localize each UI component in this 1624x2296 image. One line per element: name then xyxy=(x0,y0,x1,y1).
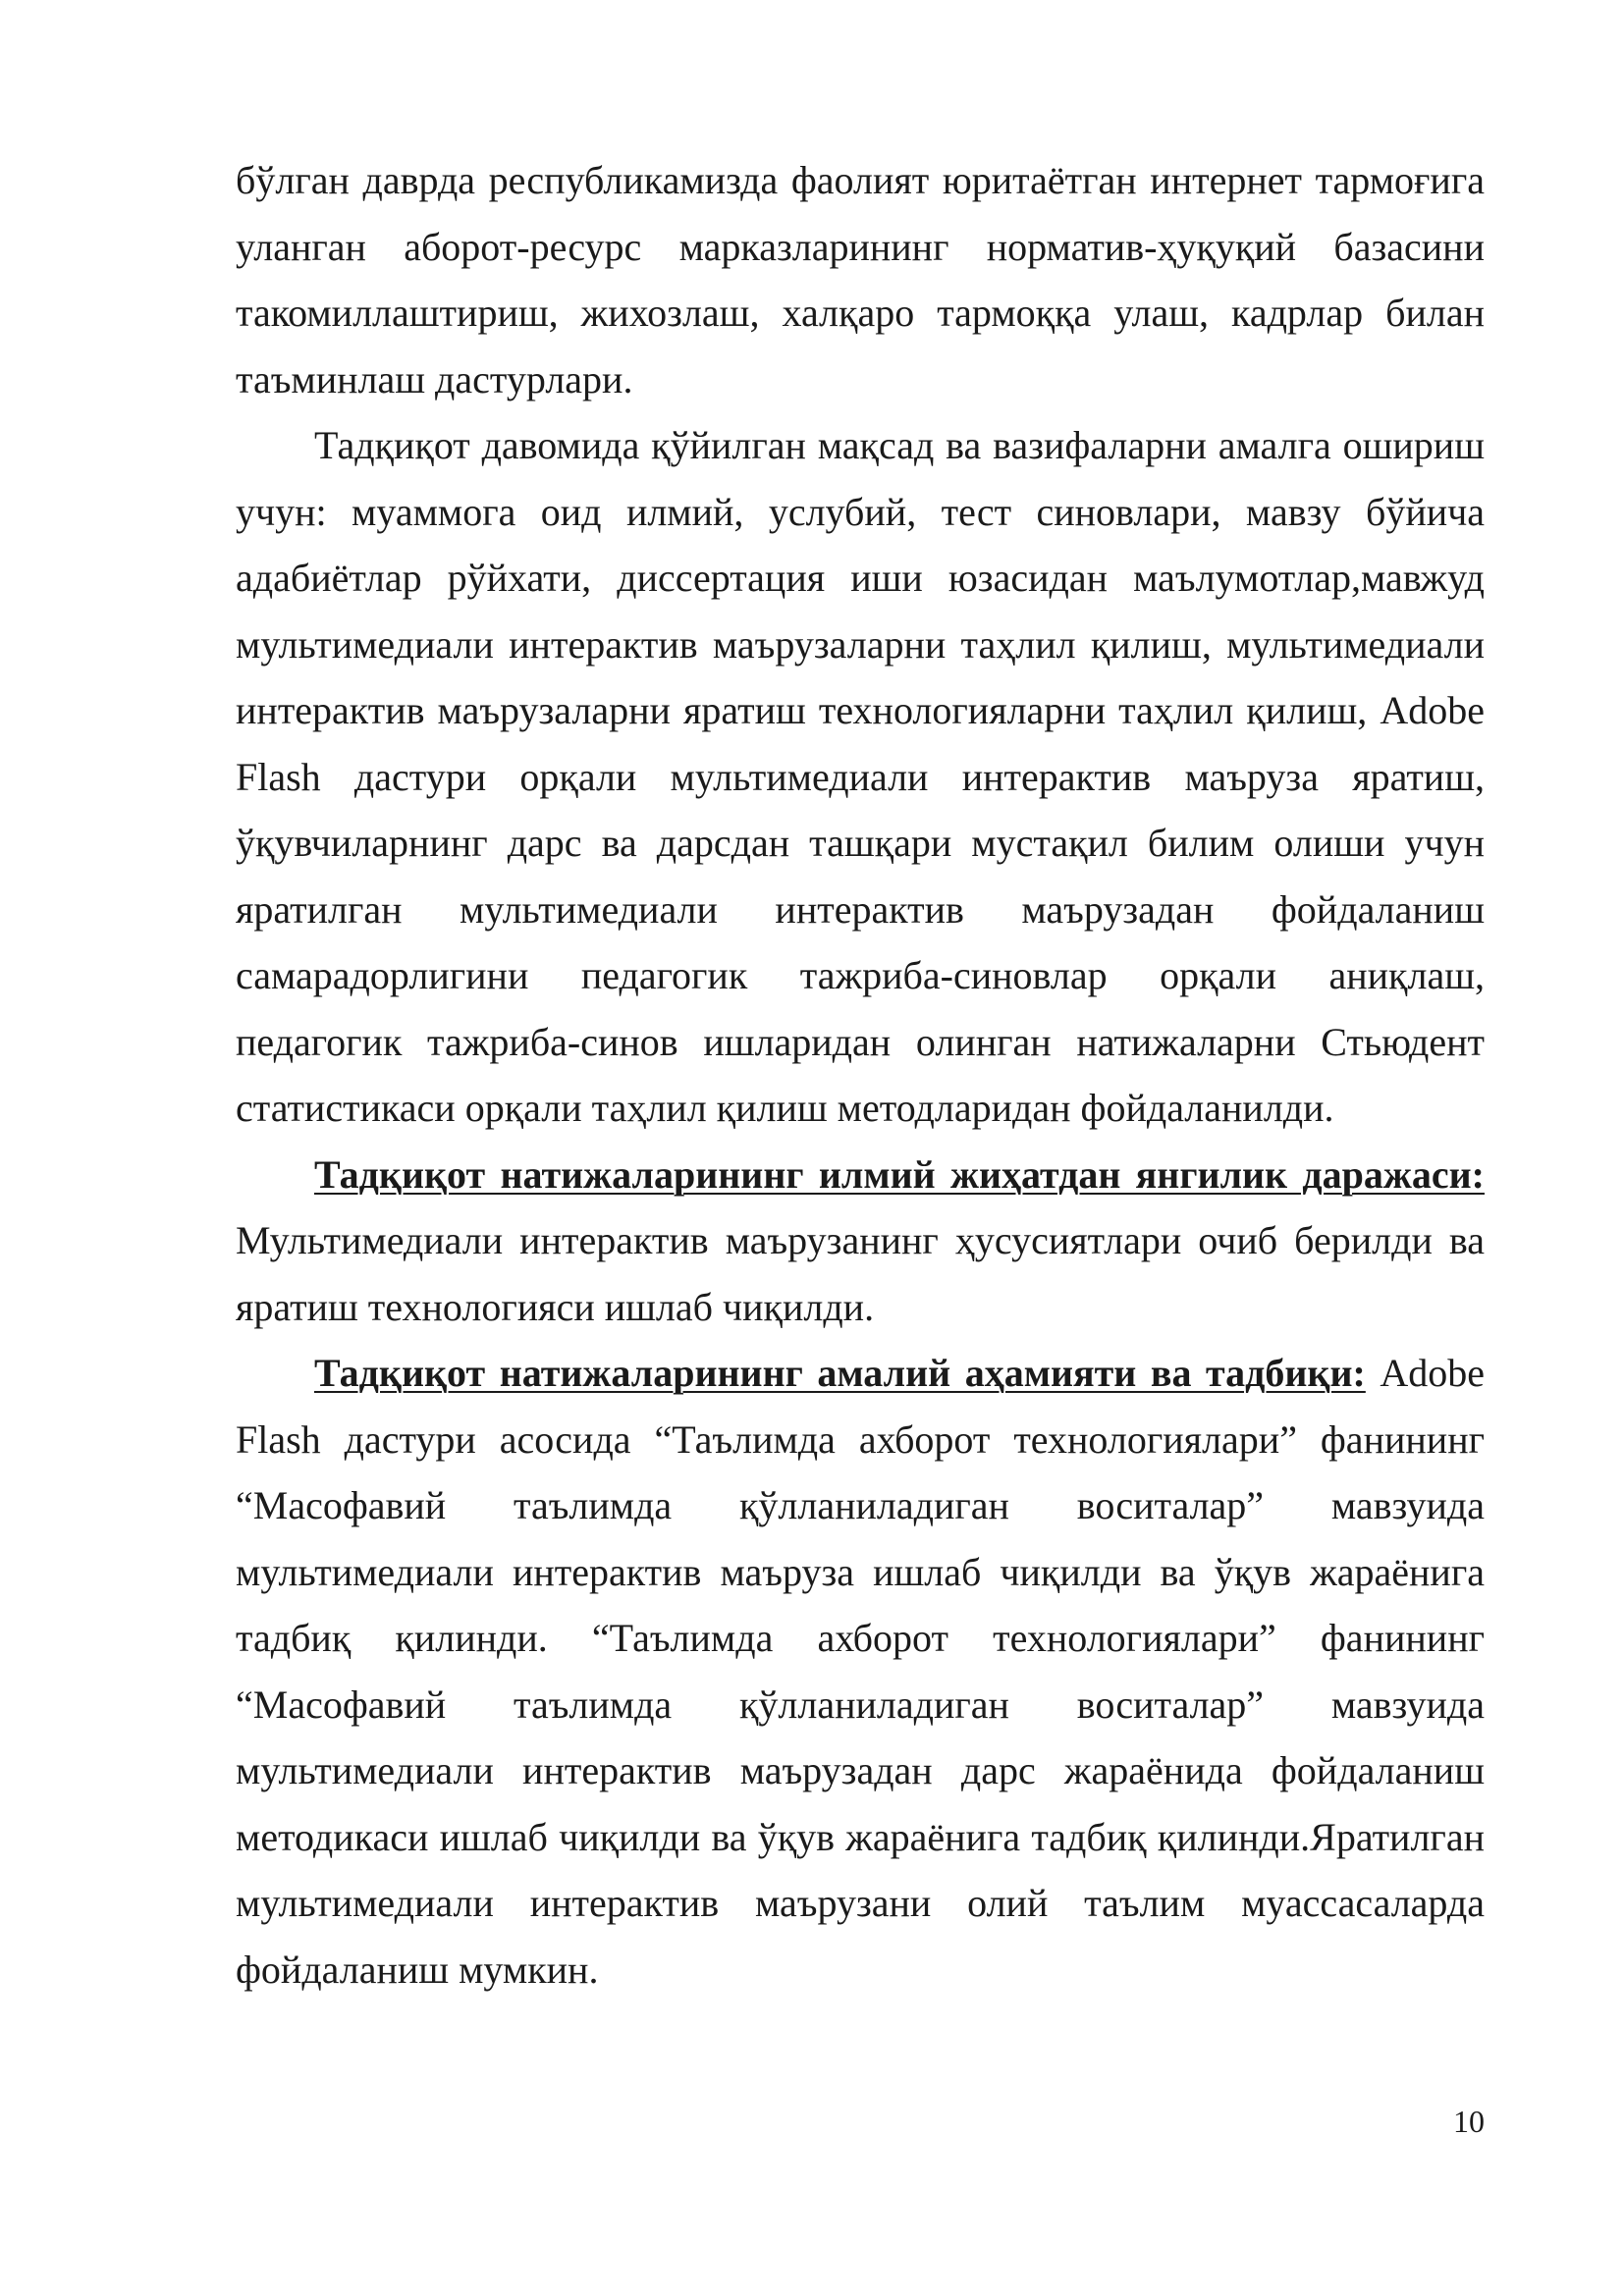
paragraph-practical-significance-text: Adobe Flash дастури асосида “Таълимда ахборот технологиялари” фанининг “Масофавий таълимда қўлланиладиган воситалар” мавзуида мультимедиали интерактив маъруза ишлаб чиқилди ва ўқув жараёнига тадбиқ қилинди. “Таълимда ахборот технологиялари” фанининг “Масофавий таълимда қўлланиладиган воситалар” мавзуида мультимедиали интерактив маърузадан дарс жараёнида фойдаланиш методикаси ишлаб чиқилди ва ўқув жараёнига тадбиқ қилинди.Яратилган мультимедиали интерактив маърузани олий таълим муассасаларда фойдаланиш мумкин. xyxy=(236,1351,1486,1992)
paragraph-research-methods: Тадқиқот давомида қўйилган мақсад ва вазифаларни амалга ошириш учун: муаммога оид илмий, услубий, тест синовлари, мавзу бўйича адабиётлар рўйхати, диссертация иши юзасидан маълумотлар,мавжуд мультимедиали интерактив маърузаларни таҳлил қилиш, мультимедиали интерактив маърузаларни яратиш технологияларни таҳлил қилиш, Adobe Flash дастури орқали мультимедиали интерактив маъруза яратиш, ўқувчиларнинг дарс ва дарсдан ташқари мустақил билим олиши учун яратилган мультимедиали интерактив маърузадан фойдаланиш самарадорлигини педагогик тажриба-синовлар орқали аниқлаш, педагогик тажриба-синов ишларидан олинган натижаларни Стьюдент статистикаси орқали таҳлил қилиш методларидан фойдаланилди. xyxy=(236,423,1485,1130)
paragraph-scientific-novelty-text: Мультимедиали интерактив маърузанинг ҳусусиятлари очиб берилди ва яратиш технологияси ишлаб чиқилди. xyxy=(236,1218,1485,1329)
heading-practical-significance: Тадқиқот натижаларининг амалий аҳамияти ва тадбиқи: xyxy=(314,1351,1366,1395)
paragraph-practical-significance xyxy=(236,1340,1485,2002)
page-number: 10 xyxy=(1453,2104,1485,2139)
heading-scientific-novelty: Тадқиқот натижаларининг илмий жиҳатдан янгилик даражаси: xyxy=(314,1151,1485,1197)
paragraph-scientific-novelty xyxy=(236,1142,1485,1341)
paragraph-programs: бўлган даврда республикамизда фаолият юритаётган интернет тармоғига уланган аборот-ресурс марказларининг норматив-ҳуқуқий базасини такомиллаштириш, жихозлаш, халқаро тармоққа улаш, кадрлар билан таъминлаш дастурлари. xyxy=(236,158,1485,401)
document-body xyxy=(236,147,1485,2002)
